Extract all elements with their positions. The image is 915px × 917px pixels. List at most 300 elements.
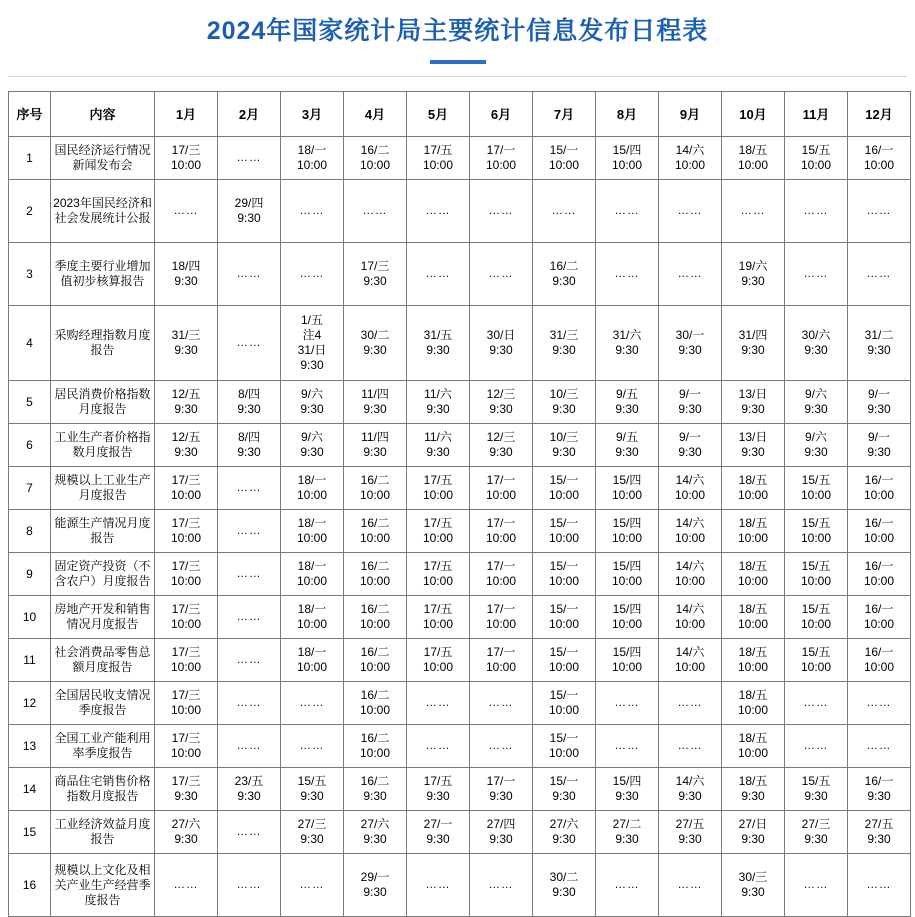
release-time: 9:30	[489, 789, 513, 803]
release-date: 18/一	[297, 143, 327, 157]
release-time: 10:00	[170, 574, 202, 588]
schedule-cell	[470, 467, 533, 510]
table-row	[9, 424, 911, 467]
release-time: 10:00	[359, 703, 391, 717]
release-date: 31/二	[864, 328, 894, 342]
schedule-cell	[344, 424, 407, 467]
schedule-cell	[155, 639, 218, 682]
schedule-cell	[785, 596, 848, 639]
row-content-label: 国民经济运行情况新闻发布会	[51, 137, 155, 180]
schedule-cell	[470, 424, 533, 467]
column-header-may: 5月	[407, 92, 470, 137]
release-time: 9:30	[678, 402, 702, 416]
schedule-cell	[533, 243, 596, 306]
release-time: 10:00	[737, 488, 769, 502]
schedule-cell	[533, 467, 596, 510]
release-time: 10:00	[737, 574, 769, 588]
release-date: 30/三	[738, 870, 768, 884]
empty-placeholder: ……	[614, 879, 640, 891]
release-date: 18/五	[738, 645, 768, 659]
schedule-cell	[722, 811, 785, 854]
release-date: 15/一	[549, 774, 579, 788]
column-header-content: 内容	[51, 92, 155, 137]
release-date: 15/五	[801, 473, 831, 487]
release-date: 12/三	[486, 430, 516, 444]
schedule-cell	[344, 180, 407, 243]
empty-placeholder: ……	[866, 740, 892, 752]
release-time: 10:00	[863, 488, 895, 502]
schedule-cell	[533, 682, 596, 725]
empty-placeholder: ……	[425, 740, 451, 752]
row-sequence-number: 13	[9, 725, 51, 768]
release-time: 10:00	[422, 531, 454, 545]
schedule-cell	[722, 243, 785, 306]
release-time: 9:30	[741, 274, 765, 288]
table-row	[9, 596, 911, 639]
release-date: 27/四	[486, 817, 516, 831]
release-date: 18/五	[738, 774, 768, 788]
release-time: 10:00	[737, 660, 769, 674]
schedule-cell	[848, 306, 911, 381]
schedule-cell	[533, 768, 596, 811]
release-time: 9:30	[615, 445, 639, 459]
table-row	[9, 306, 911, 381]
release-date: 31/四	[738, 328, 768, 342]
table-row	[9, 243, 911, 306]
release-date: 9/一	[867, 430, 890, 444]
release-time: 9:30	[741, 445, 765, 459]
release-date: 27/日	[738, 817, 768, 831]
row-sequence-number: 1	[9, 137, 51, 180]
header-divider	[8, 76, 907, 77]
release-time: 9:30	[867, 402, 891, 416]
empty-placeholder: ……	[425, 268, 451, 280]
release-date: 27/五	[864, 817, 894, 831]
release-date: 23/五	[234, 774, 264, 788]
release-time: 10:00	[296, 574, 328, 588]
row-content-label: 商品住宅销售价格指数月度报告	[51, 768, 155, 811]
table-row	[9, 510, 911, 553]
release-date: 15/五	[801, 559, 831, 573]
release-time: 10:00	[863, 617, 895, 631]
release-date: 16/二	[360, 731, 390, 745]
release-time: 9:30	[237, 445, 261, 459]
empty-placeholder: ……	[677, 268, 703, 280]
row-sequence-number: 10	[9, 596, 51, 639]
column-header-apr: 4月	[344, 92, 407, 137]
row-content-label: 全国工业产能利用率季度报告	[51, 725, 155, 768]
column-header-aug: 8月	[596, 92, 659, 137]
row-sequence-number: 11	[9, 639, 51, 682]
row-content-label: 全国居民收支情况季度报告	[51, 682, 155, 725]
schedule-cell	[659, 381, 722, 424]
schedule-cell	[281, 553, 344, 596]
schedule-cell	[155, 768, 218, 811]
empty-placeholder: ……	[866, 268, 892, 280]
empty-placeholder: ……	[866, 205, 892, 217]
release-date: 16/一	[864, 143, 894, 157]
column-header-oct: 10月	[722, 92, 785, 137]
schedule-cell	[848, 682, 911, 725]
release-date: 19/六	[738, 259, 768, 273]
empty-placeholder: ……	[299, 879, 325, 891]
release-time: 10:00	[548, 158, 580, 172]
schedule-cell	[596, 180, 659, 243]
schedule-cell	[722, 180, 785, 243]
release-time: 10:00	[485, 158, 517, 172]
release-time: 9:30	[678, 789, 702, 803]
release-date: 9/一	[678, 387, 701, 401]
release-date: 15/五	[801, 602, 831, 616]
release-date: 17/五	[423, 774, 453, 788]
table-row	[9, 137, 911, 180]
release-time: 9:30	[678, 445, 702, 459]
release-date: 18/五	[738, 473, 768, 487]
release-date: 9/六	[300, 387, 323, 401]
release-date: 16/一	[864, 645, 894, 659]
schedule-cell	[659, 137, 722, 180]
schedule-cell	[533, 639, 596, 682]
schedule-cell	[596, 243, 659, 306]
schedule-cell	[785, 854, 848, 917]
schedule-cell	[722, 768, 785, 811]
empty-placeholder: ……	[677, 205, 703, 217]
column-header-jul: 7月	[533, 92, 596, 137]
release-time: 9:30	[867, 445, 891, 459]
release-date: 31/三	[171, 328, 201, 342]
release-date: 17/五	[423, 516, 453, 530]
row-sequence-number: 16	[9, 854, 51, 917]
release-time: 9:30	[552, 832, 576, 846]
schedule-cell	[281, 306, 344, 381]
schedule-cell	[407, 854, 470, 917]
release-date: 18/一	[297, 473, 327, 487]
release-time: 10:00	[422, 660, 454, 674]
schedule-cell	[218, 424, 281, 467]
release-date: 27/六	[171, 817, 201, 831]
release-time: 9:30	[489, 402, 513, 416]
schedule-cell	[407, 768, 470, 811]
title-underline	[430, 60, 486, 64]
schedule-cell	[848, 243, 911, 306]
schedule-cell	[533, 180, 596, 243]
empty-placeholder: ……	[425, 205, 451, 217]
row-content-label: 工业生产者价格指数月度报告	[51, 424, 155, 467]
release-date: 12/五	[171, 430, 201, 444]
schedule-cell	[344, 768, 407, 811]
schedule-cell	[533, 381, 596, 424]
schedule-cell	[848, 424, 911, 467]
schedule-cell	[785, 137, 848, 180]
release-date: 27/二	[612, 817, 642, 831]
release-date: 17/三	[171, 516, 201, 530]
empty-placeholder: ……	[677, 740, 703, 752]
schedule-cell	[848, 639, 911, 682]
release-date: 18/一	[297, 645, 327, 659]
schedule-cell	[470, 381, 533, 424]
schedule-cell	[533, 811, 596, 854]
row-content-label: 2023年国民经济和社会发展统计公报	[51, 180, 155, 243]
release-date: 30/六	[801, 328, 831, 342]
schedule-cell	[218, 381, 281, 424]
schedule-cell	[722, 306, 785, 381]
release-time: 10:00	[359, 488, 391, 502]
schedule-cell	[281, 811, 344, 854]
row-content-label: 居民消费价格指数月度报告	[51, 381, 155, 424]
schedule-cell	[281, 596, 344, 639]
schedule-cell	[218, 725, 281, 768]
release-date: 17/五	[423, 645, 453, 659]
schedule-cell	[785, 639, 848, 682]
release-time: 10:00	[611, 574, 643, 588]
empty-placeholder: ……	[236, 879, 262, 891]
schedule-cell	[659, 180, 722, 243]
schedule-cell	[659, 467, 722, 510]
schedule-cell	[659, 639, 722, 682]
table-header-row	[9, 92, 911, 137]
release-time: 10:00	[674, 158, 706, 172]
schedule-cell	[155, 811, 218, 854]
release-time: 10:00	[485, 488, 517, 502]
schedule-cell	[596, 467, 659, 510]
release-date: 17/三	[171, 559, 201, 573]
release-time: 9:30	[237, 402, 261, 416]
schedule-cell	[596, 137, 659, 180]
row-sequence-number: 4	[9, 306, 51, 381]
empty-placeholder: ……	[614, 740, 640, 752]
schedule-cell	[596, 854, 659, 917]
release-date: 10/三	[549, 430, 579, 444]
release-date: 9/五	[615, 387, 638, 401]
schedule-cell	[407, 381, 470, 424]
schedule-cell	[344, 553, 407, 596]
release-date: 17/五	[423, 559, 453, 573]
release-time: 9:30	[426, 789, 450, 803]
schedule-table	[8, 91, 911, 917]
release-time: 10:00	[800, 617, 832, 631]
empty-placeholder: ……	[299, 268, 325, 280]
release-date: 15/五	[801, 516, 831, 530]
release-time: 10:00	[800, 531, 832, 545]
release-time: 10:00	[170, 531, 202, 545]
release-time: 10:00	[359, 158, 391, 172]
release-date: 16/一	[864, 774, 894, 788]
schedule-cell	[722, 510, 785, 553]
schedule-cell	[218, 639, 281, 682]
release-time: 10:00	[548, 574, 580, 588]
release-time: 9:30	[363, 343, 387, 357]
row-content-label: 能源生产情况月度报告	[51, 510, 155, 553]
schedule-cell	[848, 854, 911, 917]
empty-placeholder: ……	[488, 879, 514, 891]
release-date: 30/日	[486, 328, 516, 342]
table-row	[9, 553, 911, 596]
schedule-cell	[344, 596, 407, 639]
release-time: 9:30	[300, 789, 324, 803]
release-time: 10:00	[422, 488, 454, 502]
empty-placeholder: ……	[488, 268, 514, 280]
release-time: 9:30	[552, 885, 576, 899]
empty-placeholder: ……	[488, 205, 514, 217]
schedule-cell	[218, 811, 281, 854]
schedule-cell	[533, 596, 596, 639]
release-date-secondary: 31/日	[297, 343, 327, 357]
release-time: 10:00	[548, 617, 580, 631]
schedule-cell	[470, 768, 533, 811]
schedule-cell	[785, 467, 848, 510]
release-time: 10:00	[170, 617, 202, 631]
release-time: 10:00	[611, 488, 643, 502]
row-content-label: 社会消费品零售总额月度报告	[51, 639, 155, 682]
schedule-cell	[533, 424, 596, 467]
release-time: 9:30	[552, 402, 576, 416]
schedule-cell	[281, 381, 344, 424]
schedule-cell	[533, 553, 596, 596]
row-sequence-number: 12	[9, 682, 51, 725]
release-date: 8/四	[237, 387, 260, 401]
release-date: 16/二	[360, 688, 390, 702]
schedule-cell	[281, 180, 344, 243]
release-date: 29/一	[360, 870, 390, 884]
release-time: 9:30	[300, 832, 324, 846]
schedule-cell	[848, 553, 911, 596]
schedule-cell	[848, 768, 911, 811]
release-time: 10:00	[170, 158, 202, 172]
schedule-cell	[281, 854, 344, 917]
release-date: 17/三	[171, 473, 201, 487]
row-content-label: 规模以上工业生产月度报告	[51, 467, 155, 510]
release-date: 15/四	[612, 602, 642, 616]
release-date: 11/六	[424, 387, 452, 401]
schedule-cell	[155, 854, 218, 917]
release-date: 18/五	[738, 559, 768, 573]
row-sequence-number: 5	[9, 381, 51, 424]
release-date: 17/一	[486, 602, 516, 616]
release-time: 9:30	[174, 445, 198, 459]
page-title: 2024年国家统计局主要统计信息发布日程表	[206, 17, 709, 45]
release-time: 10:00	[170, 488, 202, 502]
row-content-label: 固定资产投资（不含农户）月度报告	[51, 553, 155, 596]
release-date: 16/二	[360, 516, 390, 530]
empty-placeholder: ……	[236, 525, 262, 537]
schedule-cell	[659, 306, 722, 381]
release-time: 9:30	[741, 343, 765, 357]
release-time: 10:00	[359, 660, 391, 674]
release-date: 31/三	[549, 328, 579, 342]
release-date: 30/二	[549, 870, 579, 884]
row-sequence-number: 14	[9, 768, 51, 811]
release-date: 13/日	[738, 430, 768, 444]
release-time: 10:00	[170, 746, 202, 760]
row-content-label: 工业经济效益月度报告	[51, 811, 155, 854]
release-date: 14/六	[675, 473, 705, 487]
release-date: 17/一	[486, 516, 516, 530]
release-time: 10:00	[611, 531, 643, 545]
release-time: 10:00	[737, 531, 769, 545]
schedule-cell	[155, 596, 218, 639]
schedule-cell	[344, 243, 407, 306]
schedule-cell	[596, 381, 659, 424]
release-date: 31/五	[423, 328, 453, 342]
release-date: 27/六	[360, 817, 390, 831]
release-time: 9:30	[363, 445, 387, 459]
release-time: 9:30	[867, 789, 891, 803]
schedule-cell	[659, 510, 722, 553]
release-date: 12/五	[171, 387, 201, 401]
column-header-nov: 11月	[785, 92, 848, 137]
release-date: 15/一	[549, 645, 579, 659]
empty-placeholder: ……	[488, 697, 514, 709]
empty-placeholder: ……	[236, 826, 262, 838]
release-time: 9:30	[804, 343, 828, 357]
release-time: 9:30	[174, 343, 198, 357]
release-date: 9/六	[804, 430, 827, 444]
schedule-cell	[155, 510, 218, 553]
schedule-cell	[155, 467, 218, 510]
release-date: 29/四	[234, 196, 264, 210]
release-date: 17/三	[171, 645, 201, 659]
schedule-cell	[407, 811, 470, 854]
schedule-cell	[155, 682, 218, 725]
table-row	[9, 639, 911, 682]
schedule-cell	[659, 553, 722, 596]
release-time: 9:30	[552, 343, 576, 357]
schedule-cell	[407, 725, 470, 768]
schedule-cell	[155, 180, 218, 243]
release-date: 18/五	[738, 602, 768, 616]
release-time: 10:00	[611, 660, 643, 674]
release-date: 16/二	[360, 645, 390, 659]
release-date: 17/五	[423, 602, 453, 616]
schedule-cell	[848, 137, 911, 180]
schedule-cell	[659, 682, 722, 725]
empty-placeholder: ……	[677, 879, 703, 891]
release-date: 15/一	[549, 688, 579, 702]
release-time: 9:30	[489, 832, 513, 846]
release-time: 10:00	[359, 746, 391, 760]
release-time: 9:30	[237, 789, 261, 803]
empty-placeholder: ……	[488, 740, 514, 752]
release-date: 15/四	[612, 774, 642, 788]
release-date: 17/三	[171, 731, 201, 745]
release-date: 12/三	[486, 387, 516, 401]
release-time: 10:00	[548, 488, 580, 502]
table-row	[9, 467, 911, 510]
release-time: 9:30	[615, 832, 639, 846]
schedule-cell	[470, 854, 533, 917]
release-date: 15/一	[549, 143, 579, 157]
release-date: 27/一	[423, 817, 453, 831]
table-row	[9, 811, 911, 854]
column-header-sep: 9月	[659, 92, 722, 137]
release-time: 9:30	[867, 832, 891, 846]
release-date: 16/一	[864, 473, 894, 487]
schedule-cell	[848, 467, 911, 510]
release-date: 13/日	[738, 387, 768, 401]
release-time: 9:30	[678, 832, 702, 846]
schedule-cell	[848, 381, 911, 424]
schedule-cell	[470, 811, 533, 854]
release-date: 15/五	[801, 143, 831, 157]
schedule-cell	[785, 510, 848, 553]
schedule-cell	[281, 768, 344, 811]
empty-placeholder: ……	[236, 697, 262, 709]
release-date: 16/二	[360, 473, 390, 487]
row-sequence-number: 7	[9, 467, 51, 510]
schedule-cell	[659, 424, 722, 467]
empty-placeholder: ……	[677, 697, 703, 709]
release-date: 16/二	[549, 259, 579, 273]
